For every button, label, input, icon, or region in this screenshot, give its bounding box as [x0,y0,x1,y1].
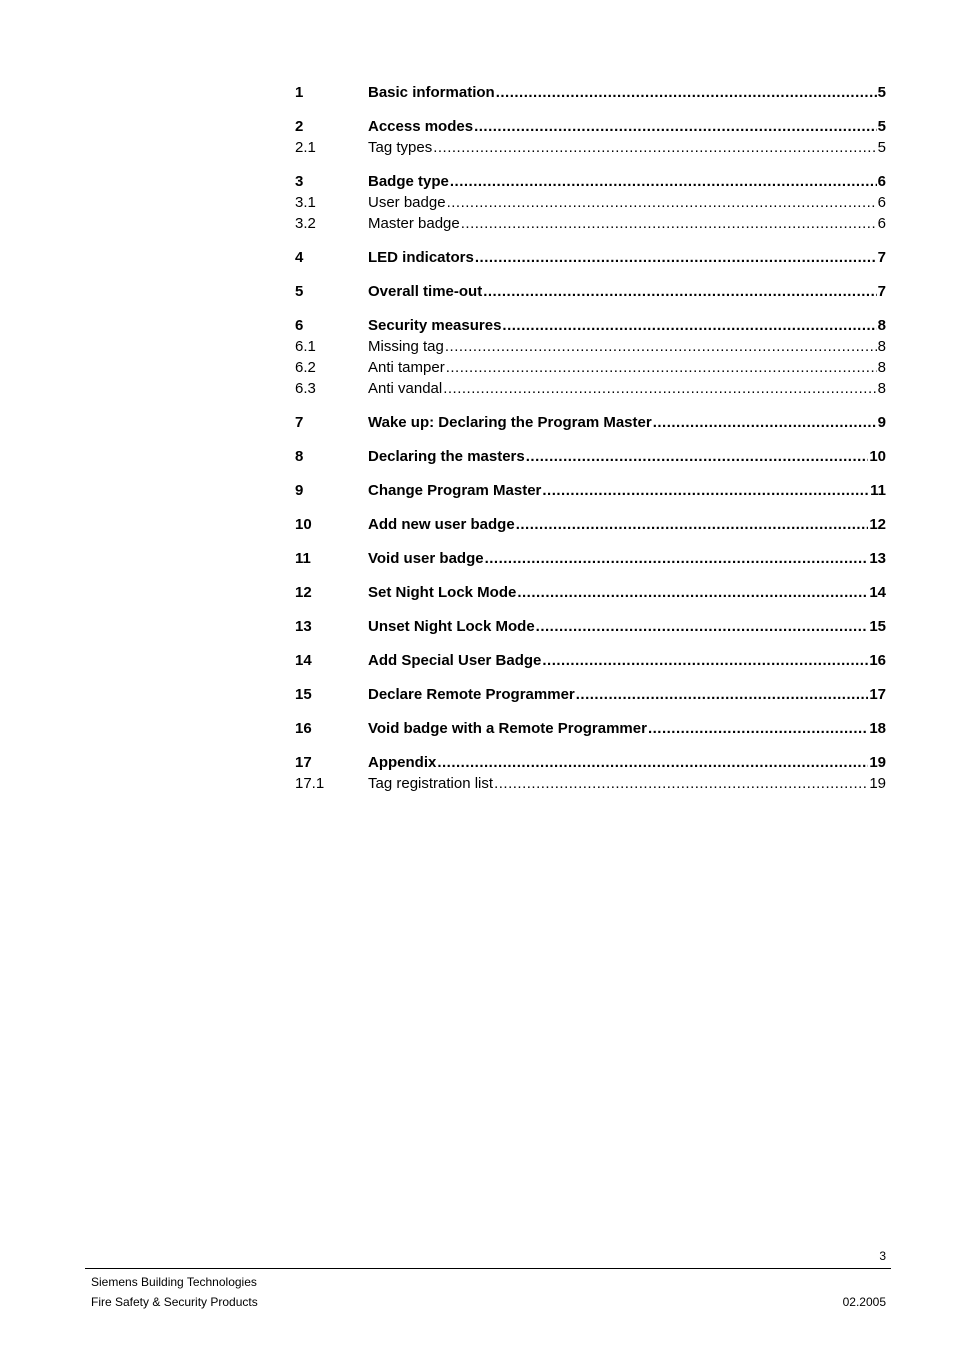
toc-entry-title: Change Program Master [368,482,542,499]
toc-entry[interactable] [295,582,886,603]
toc-entry-page: 5 [877,84,886,101]
dot-leader [450,171,877,192]
toc-entry[interactable] [295,412,886,433]
toc-entry-title: Access modes [368,118,474,135]
toc-entry-page: 5 [877,139,886,156]
toc-entry-number: 16 [295,720,312,737]
toc-entry-number: 3 [295,173,304,190]
toc-entry-number: 4 [295,249,304,266]
toc-entry-number: 3.1 [295,194,316,211]
toc-entry-page: 8 [877,317,886,334]
toc-entry[interactable] [295,684,886,705]
toc-entry-number: 14 [295,652,312,669]
toc-entry[interactable] [295,514,886,535]
toc-entry-number: 2 [295,118,304,135]
toc-entry-title: Missing tag [368,338,444,355]
toc-entry-title: Badge type [368,173,449,190]
toc-entry-page: 19 [869,775,886,792]
toc-entry[interactable] [295,480,886,501]
toc-entry-page: 17 [869,686,886,703]
toc-entry-page: 8 [877,338,886,355]
toc-entry[interactable] [295,718,886,739]
toc-entry[interactable] [295,773,886,794]
dot-leader [502,315,876,336]
dot-leader [433,137,876,158]
toc-entry-number: 15 [295,686,312,703]
toc-entry-number: 2.1 [295,139,316,156]
footer-divider [85,1268,891,1269]
dot-leader [446,357,877,378]
toc-entry[interactable] [295,336,886,357]
toc-entry-title: Anti vandal [368,380,443,397]
toc-entry-page: 19 [869,754,886,771]
toc-entry-page: 9 [877,414,886,431]
toc-entry-page: 18 [869,720,886,737]
dot-leader [576,684,869,705]
dot-leader [445,336,877,357]
toc-entry-number: 7 [295,414,304,431]
toc-entry-page: 10 [869,448,886,465]
toc-entry[interactable] [295,171,886,192]
toc-entry-number: 6 [295,317,304,334]
toc-entry[interactable] [295,247,886,268]
toc-entry-title: Set Night Lock Mode [368,584,517,601]
toc-entry-title: Tag types [368,139,433,156]
toc-entry-title: LED indicators [368,249,474,266]
toc-entry-page: 6 [877,194,886,211]
toc-entry-page: 6 [877,215,886,232]
dot-leader [461,213,877,234]
dot-leader [542,650,868,671]
dot-leader [648,718,868,739]
toc-entry-number: 6.1 [295,338,316,355]
dot-leader [542,480,869,501]
toc-entry-page: 8 [877,380,886,397]
toc-entry-number: 1 [295,84,304,101]
toc-entry-title: User badge [368,194,446,211]
dot-leader [653,412,877,433]
table-of-contents [295,82,886,794]
dot-leader [516,514,869,535]
toc-entry-page: 7 [877,249,886,266]
dot-leader [494,773,868,794]
dot-leader [437,752,868,773]
toc-entry-title: Add Special User Badge [368,652,542,669]
toc-entry-title: Declare Remote Programmer [368,686,575,703]
toc-entry-number: 6.3 [295,380,316,397]
dot-leader [483,281,876,302]
toc-entry[interactable] [295,616,886,637]
toc-entry[interactable] [295,650,886,671]
dot-leader [536,616,869,637]
dot-leader [526,446,869,467]
toc-entry[interactable] [295,446,886,467]
dot-leader [447,192,877,213]
toc-entry-title: Master badge [368,215,460,232]
toc-entry[interactable] [295,137,886,158]
page-number: 3 [879,1249,886,1263]
toc-entry-page: 15 [869,618,886,635]
toc-entry[interactable] [295,752,886,773]
toc-entry-page: 7 [877,283,886,300]
toc-entry-title: Tag registration list [368,775,494,792]
toc-entry[interactable] [295,213,886,234]
toc-entry-title: Security measures [368,317,502,334]
toc-entry[interactable] [295,357,886,378]
toc-entry-title: Void badge with a Remote Programmer [368,720,647,737]
footer-division: Fire Safety & Security Products [91,1295,258,1309]
footer-company: Siemens Building Technologies [91,1275,257,1289]
toc-entry-page: 14 [869,584,886,601]
footer-date: 02.2005 [842,1295,886,1309]
toc-entry-number: 13 [295,618,312,635]
toc-entry-page: 12 [869,516,886,533]
toc-entry[interactable] [295,281,886,302]
toc-entry-page: 11 [870,482,886,499]
toc-entry-page: 6 [877,173,886,190]
toc-entry-title: Add new user badge [368,516,515,533]
dot-leader [496,82,877,103]
toc-entry-page: 5 [877,118,886,135]
toc-entry[interactable] [295,116,886,137]
toc-entry-number: 12 [295,584,312,601]
toc-entry[interactable] [295,192,886,213]
toc-entry-number: 5 [295,283,304,300]
dot-leader [475,247,877,268]
toc-entry-title: Unset Night Lock Mode [368,618,535,635]
toc-entry[interactable] [295,548,886,569]
toc-entry-number: 3.2 [295,215,316,232]
toc-entry-title: Declaring the masters [368,448,525,465]
toc-entry-title: Basic information [368,84,495,101]
toc-entry[interactable] [295,82,886,103]
toc-entry-number: 9 [295,482,304,499]
toc-entry-number: 6.2 [295,359,316,376]
toc-entry-page: 13 [869,550,886,567]
toc-entry[interactable] [295,378,886,399]
toc-entry-title: Anti tamper [368,359,445,376]
toc-entry-title: Void user badge [368,550,484,567]
toc-entry-title: Appendix [368,754,437,771]
toc-entry[interactable] [295,315,886,336]
toc-entry-number: 17.1 [295,775,325,792]
toc-entry-title: Overall time-out [368,283,483,300]
toc-entry-number: 8 [295,448,304,465]
toc-entry-page: 8 [877,359,886,376]
dot-leader [443,378,876,399]
toc-entry-number: 17 [295,754,312,771]
toc-entry-number: 11 [295,550,311,567]
toc-entry-title: Wake up: Declaring the Program Master [368,414,652,431]
toc-entry-number: 10 [295,516,312,533]
dot-leader [485,548,869,569]
dot-leader [517,582,868,603]
toc-entry-page: 16 [869,652,886,669]
dot-leader [474,116,877,137]
